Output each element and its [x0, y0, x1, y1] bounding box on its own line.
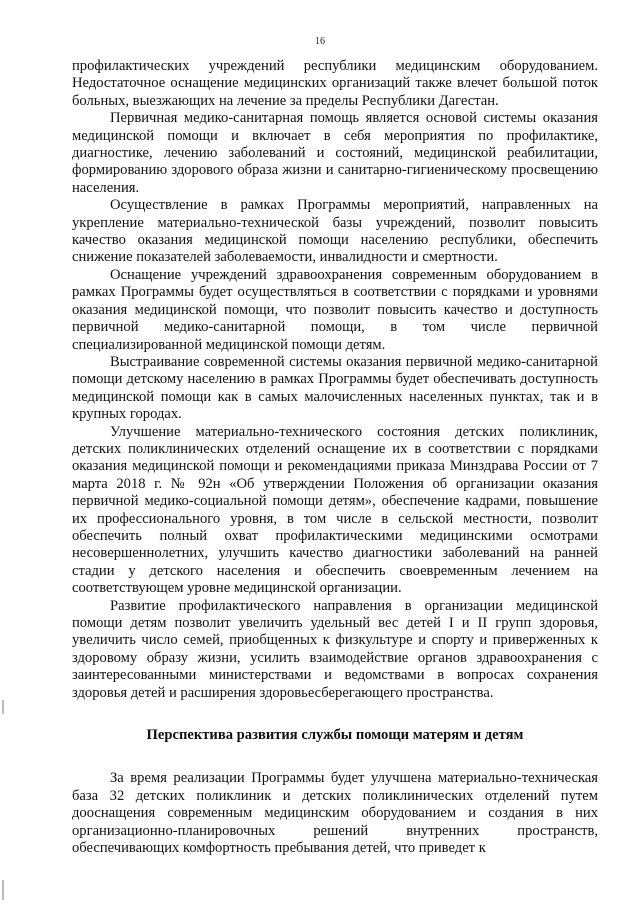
paragraph-children-clinics: Улучшение материально-технического состояния детских поликлиник, детских поликлинических отделений оснащение их в соответствии с порядками оказания медицинской помощи и рекомендациями приказа Минздрава России от 7 марта 2018 г. № 92н «Об утверждении Положения об организации оказания первичной медико-социальной помощи детям», обеспечение кадрами, повышение их профессионального уровня, в том числе в сельской местности, позволит обеспечить полный охват профилактическими медицинскими осмотрами несовершеннолетних, улучшить качество диагностики заболеваний на ранней стадии у детского населения и обеспечить своевременным лечением на соответствующем уровне медицинской организации. [72, 423, 598, 597]
paragraph-program-measures: Осуществление в рамках Программы мероприятий, направленных на укрепление материально-технической базы учреждений, позволит повысить качество оказания медицинской помощи населению республики, обеспечить снижение показателей заболеваемости, инвалидности и смертности. [72, 197, 598, 266]
document-body [72, 58, 598, 857]
paragraph-equipment: Оснащение учреждений здравоохранения современным оборудованием в рамках Программы будет осуществляться в соответствии с порядками и уровнями оказания медицинской помощи, что позволит повысить качество и доступность первичной медико-санитарной помощи, в том числе первичной специализированной медицинской помощи детям. [72, 266, 598, 353]
paragraph-system-building: Выстраивание современной системы оказания первичной медико-санитарной помощи детскому населению в рамках Программы будет обеспечивать доступность медицинской помощи как в самых малочисленных населенных пунктах, так и в крупных городах. [72, 353, 598, 423]
paragraph-prevention: Развитие профилактического направления в организации медицинской помощи детям позволит увеличить удельный вес детей I и II групп здоровья, увеличить число семей, приобщенных к физкультуре и спорту и приверженных к здоровому образу жизни, усилить взаимодействие органов здравоохранения с заинтересованными министерствами и ведомствами в вопросах сохранения здоровья детей и расширения здоровьесберегающего пространства. [72, 597, 598, 701]
scan-edge-mark [2, 700, 4, 714]
paragraph-continuation: профилактических учреждений республики медицинским оборудованием. Недостаточное оснащение медицинских организаций также влечет большой поток больных, выезжающих на лечение за пределы Республики Дагестан. [72, 58, 598, 109]
page-number: 16 [315, 36, 325, 47]
paragraph-primary-care: Первичная медико-санитарная помощь является основой системы оказания медицинской помощи и включает в себя мероприятия по профилактике, диагностике, лечению заболеваний и состояний, медицинской реабилитации, формированию здорового образа жизни и санитарно-гигиеническому просвещению населения. [72, 110, 598, 196]
scan-edge-mark [2, 880, 4, 900]
paragraph-program-results: За время реализации Программы будет улучшена материально-техническая база 32 детских поликлиник и детских поликлинических отделений путем дооснащения современным медицинским оборудованием и создания в них организационно-планировочных решений внутренних пространств, обеспечивающих комфортность пребывания детей, что приведет к [72, 770, 598, 857]
section-heading: Перспектива развития службы помощи матерям и детям [146, 727, 524, 744]
